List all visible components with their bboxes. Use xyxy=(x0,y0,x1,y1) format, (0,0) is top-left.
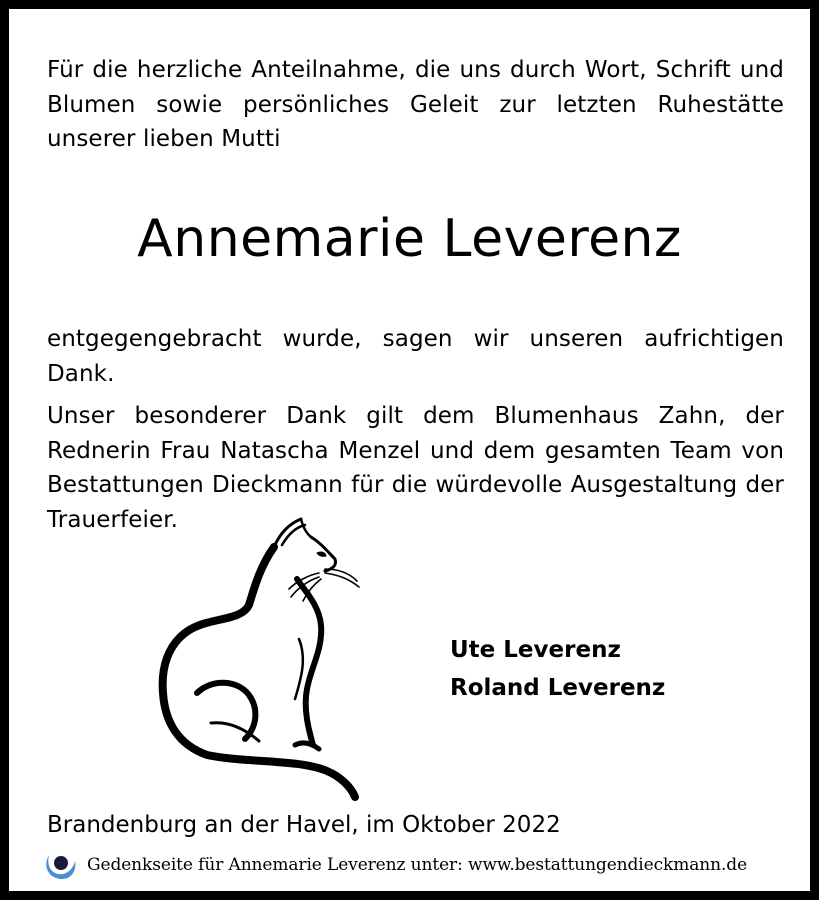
deceased-name: Annemarie Leverenz xyxy=(137,209,682,269)
footer xyxy=(43,849,747,881)
intro-paragraph: Für die herzliche Anteilnahme, die uns durch Wort, Schrift und Blumen sowie persönliches Geleit zur letzten Ruhestätte unserer lieben Mutti xyxy=(47,57,784,152)
signers-block xyxy=(450,631,665,707)
place-date-line: Brandenburg an der Havel, im Oktober 2022 xyxy=(47,812,561,838)
memorial-page-link[interactable]: Gedenkseite für Annemarie Leverenz unter: www.bestattungendieckmann.de xyxy=(87,855,748,875)
special-thanks-paragraph: Unser besonderer Dank gilt dem Blumenhaus Zahn, der Rednerin Frau Natascha Menzel und dem gesamten Team von Bestattungen Dieckmann für die würdevolle Ausgestaltung der Trauerfeier. xyxy=(47,403,784,533)
crescent-logo-icon xyxy=(43,849,77,881)
thanks-paragraph: entgegengebracht wurde, sagen wir unseren aufrichtigen Dank. xyxy=(47,326,784,387)
signer-name: Roland Leverenz xyxy=(450,675,666,701)
cat-silhouette-icon xyxy=(149,509,379,809)
signer-name: Ute Leverenz xyxy=(450,637,621,663)
